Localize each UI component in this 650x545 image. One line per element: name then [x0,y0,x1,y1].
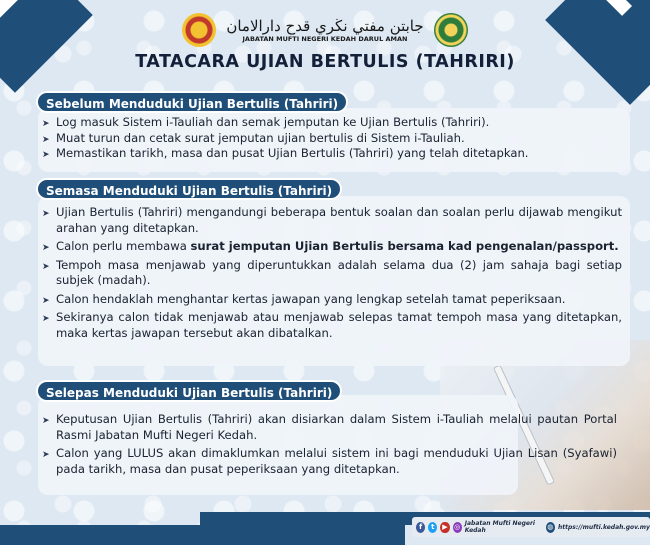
footer-social-links [412,517,650,537]
header [0,10,650,50]
mufti-emblem-logo [434,13,468,47]
arrow-bullet-icon: ➤ [42,314,50,324]
header-text [226,17,423,43]
list-item: ➤ Log masuk Sistem i-Tauliah dan semak jemputan ke Ujian Bertulis (Tahriri). [42,115,622,131]
bold-requirement-text: surat jemputan Ujian Bertulis bersama kad pengenalan/passport. [190,239,619,253]
section-heading-before: Sebelum Menduduki Ujian Bertulis (Tahriri) [36,91,348,113]
list-item: ➤ Calon perlu membawa surat jemputan Ujian Bertulis bersama kad pengenalan/passport. [42,239,622,255]
header-jawi-script: جابتن مفتي نڬري قدح دارالامان [226,17,424,35]
arrow-bullet-icon: ➤ [42,295,50,306]
section-list-during [42,205,622,344]
list-item: ➤ Memastikan tarikh, masa dan pusat Ujian Bertulis (Tahriri) yang telah ditetapkan. [42,146,622,162]
footer-website-link[interactable]: https://mufti.kedah.gov.my [557,523,650,531]
youtube-icon[interactable]: ▶ [442,523,448,531]
list-item: ➤ Calon yang LULUS akan dimaklumkan melalui sistem ini bagi menduduki Ujian Lisan (Syafawi) pada tarikh, masa dan pusat peperiksaan yang ditetapkan. [42,446,617,476]
arrow-bullet-icon: ➤ [42,416,50,426]
header-subtitle: JABATAN MUFTI NEGERI KEDAH DARUL AMAN [242,35,408,43]
list-item: ➤ Sekiranya calon tidak menjawab atau menjawab selepas tamat tempoh masa yang ditetapkan, maka kertas jawapan tersebut akan dibatalkan. [42,310,622,340]
section-heading-during: Semasa Menduduki Ujian Bertulis (Tahriri) [36,178,342,200]
footer-social-label[interactable]: Jabatan Mufti Negeri Kedah [464,520,535,534]
twitter-icon[interactable]: t [428,522,437,533]
section-heading-after: Selepas Menduduki Ujian Bertulis (Tahriri) [36,380,342,402]
arrow-bullet-icon: ➤ [42,243,50,253]
arrow-bullet-icon: ➤ [42,150,50,160]
section-list-before [42,115,622,162]
list-item: ➤ Calon hendaklah menghantar kertas jawapan yang lengkap setelah tamat peperiksaan. [42,292,622,308]
section-list-after [42,412,617,480]
list-item: ➤ Muat turun dan cetak surat jemputan ujian bertulis di Sistem i-Tauliah. [42,131,622,147]
arrow-bullet-icon: ➤ [42,119,50,129]
facebook-icon[interactable]: f [416,522,425,533]
arrow-bullet-icon: ➤ [42,261,50,272]
page-title: TATACARA UJIAN BERTULIS (TAHRIRI) [135,52,515,72]
list-item: ➤ Keputusan Ujian Bertulis (Tahriri) akan disiarkan dalam Sistem i-Tauliah melalui pautan Portal Rasmi Jabatan Mufti Negeri Kedah. [42,412,617,442]
arrow-bullet-icon: ➤ [42,450,50,460]
globe-icon: ◍ [547,523,554,531]
instagram-icon[interactable]: ◎ [454,523,461,531]
arrow-bullet-icon: ➤ [42,134,50,145]
list-item: ➤ Tempoh masa menjawab yang diperuntukkan adalah selama dua (2) jam sahaja bagi setiap subjek (madah). [42,257,622,287]
footer-bar [0,525,405,545]
arrow-bullet-icon: ➤ [42,209,50,219]
kedah-emblem-logo [182,13,216,47]
list-item: ➤ Ujian Bertulis (Tahriri) mengandungi beberapa bentuk soalan dan soalan perlu dijawab mengikut arahan yang ditetapkan. [42,205,622,235]
